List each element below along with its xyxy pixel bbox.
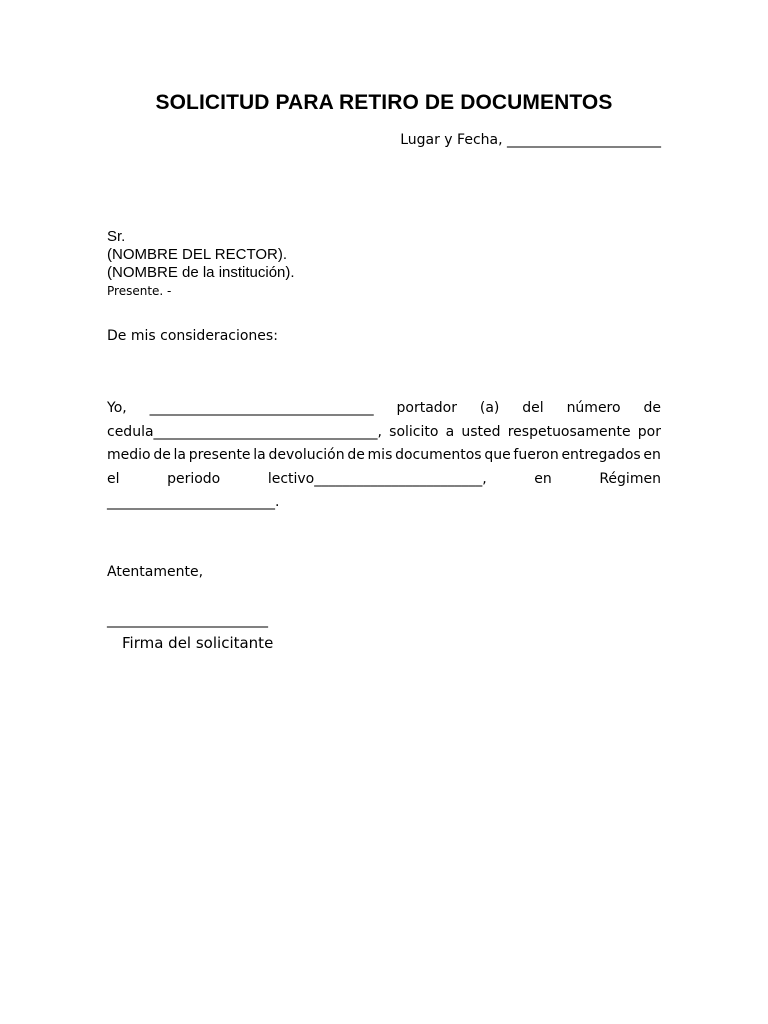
name-blank: ________________________________ bbox=[149, 400, 374, 416]
document-title: SOLICITUD PARA RETIRO DE DOCUMENTOS bbox=[155, 91, 613, 114]
recipient-rector-name: (NOMBRE DEL RECTOR). bbox=[107, 246, 288, 263]
recipient-institution-name: (NOMBRE de la institución). bbox=[107, 264, 295, 281]
signature-label: Firma del solicitante bbox=[122, 634, 274, 652]
signature-line: _______________________ bbox=[107, 612, 268, 628]
recipient-presente: Presente. - bbox=[107, 284, 172, 298]
greeting: De mis consideraciones: bbox=[107, 328, 278, 344]
paragraph-line-1: Yo, ________________________________ portador (a) del número de bbox=[107, 397, 661, 421]
paragraph-line-5 bbox=[107, 491, 661, 515]
recipient-salutation: Sr. bbox=[107, 228, 126, 245]
cedula-blank: cedula________________________________, bbox=[107, 423, 382, 440]
paragraph-line-3: medio de la presente la devolución de mis documentos que fueron entregados en bbox=[107, 447, 661, 463]
place-date-field: Lugar y Fecha, ______________________ bbox=[400, 132, 661, 148]
paragraph-line-4: el periodo lectivo________________________, en Régimen bbox=[107, 468, 661, 492]
closing: Atentamente, bbox=[107, 564, 204, 580]
paragraph-line-2: cedula________________________________, solicito a usted respetuosamente por bbox=[107, 421, 661, 445]
request-paragraph bbox=[107, 397, 661, 515]
periodo-blank: lectivo________________________, bbox=[267, 470, 487, 487]
regimen-blank: ________________________. bbox=[107, 494, 280, 510]
